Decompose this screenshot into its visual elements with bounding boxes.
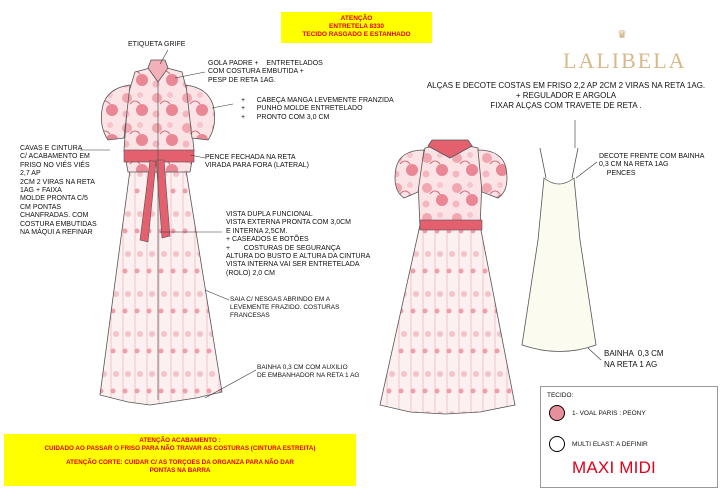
finish-title: ATENÇÃO ACABAMENTO : (139, 437, 221, 444)
brand-logo: LALIBELA (563, 48, 687, 73)
note-vista: VISTA DUPLA FUNCIONAL VISTA EXTERNA PRONTA COM 3,0CM E INTERNA 2,5CM. + CASEADOS E BOTÕES + COSTURAS DE SEGURANÇA ALTURA DO BUSTO E ALTURA DA CINTURA VISTA INTERNA VAI SER ENTRETELADA (ROLO) 2,0 CM (226, 211, 371, 277)
bee-logo-icon: ♛ (617, 29, 627, 41)
note-saia: SAIA C/ NESGAS ABRINDO EM A LEVEMENTE FRAZIDO. COSTURAS FRANCESAS (230, 296, 340, 319)
attention-header-box (281, 12, 432, 43)
note-cavas-cintura: CAVAS E CINTURA C/ ACABAMENTO EM FRISO NO VIÉS VIÉS 2,7 AP 2CM 2 VIRAS NA RETA 1AG + FAIXA MOLDE PRONTA C/5 CM PONTAS CHANFRADAS. COM COSTURA EMBUTIDAS NA MÁQUI A REFINAR (20, 145, 97, 237)
note-etiqueta: ETIQUETA GRIFE (128, 41, 186, 48)
collection-label: MAXI MIDI (572, 458, 656, 477)
attention-finish-box (4, 434, 356, 486)
note-gola: GOLA PADRE + ENTRETELADOS COM COSTURA EMBUTIDA + PESP DE RETA 1AG. (208, 60, 323, 84)
cut-note: ATENÇÃO CORTE: CUIDAR C/ AS TORÇOES DA ORGANZA PARA NÃO DAR (66, 459, 294, 466)
fabric-swatch-elast (549, 436, 565, 452)
cut-note-cont: PONTAS NA BARRA (149, 467, 211, 474)
fabric-title: TECIDO: (547, 392, 574, 399)
fabric-label-peony: 1- VOAL PARIS : PEONY (572, 410, 646, 417)
dress-front-shirt-sketch (100, 60, 222, 405)
note-bainha: BAINHA 0,3 CM COM AUXILIO DE EMBANHADOR NA RETA 1 AG (257, 364, 360, 379)
finish-note: CUIDADO AO PASSAR O FRISO PARA NÃO TRAVAR AS COSTURAS (CINTURA ESTREITA) (44, 445, 316, 452)
note-alcas: ALÇAS E DECOTE COSTAS EM FRISO 2,2 AP 2CM 2 VIRAS NA RETA 1AG. + REGULADOR E ARGOLA FIXAR ALÇAS COM TRAVETE DE RETA . (426, 81, 706, 110)
fabric-swatch-peony (549, 405, 565, 421)
entretela-note: ENTRETELA 8330 (328, 23, 385, 30)
note-pence: PENCE FECHADA NA RETA VIRADA PARA FORA (LATERAL) (205, 154, 309, 170)
fabric-treatment-note: TECIDO RASGADO E ESTANHADO (302, 31, 411, 38)
note-decote: DECOTE FRENTE COM BAINHA 0,3 CM NA RETA 1AG PENCES (599, 153, 705, 177)
slip-dress-sketch (522, 148, 596, 352)
dress-back-sketch (380, 140, 515, 414)
note-cabeca-manga: + CABEÇA MANGA LEVEMENTE FRANZIDA + PUNHO MOLDE ENTRETELADO + PRONTO COM 3,0 CM (241, 97, 394, 121)
note-bainha-slip: BAINHA 0,3 CM NA RETA 1 AG (604, 349, 664, 369)
fabric-label-elast: MULTI ELAST: A DEFINIR (572, 441, 648, 448)
attention-title: ATENÇÃO (340, 15, 373, 22)
